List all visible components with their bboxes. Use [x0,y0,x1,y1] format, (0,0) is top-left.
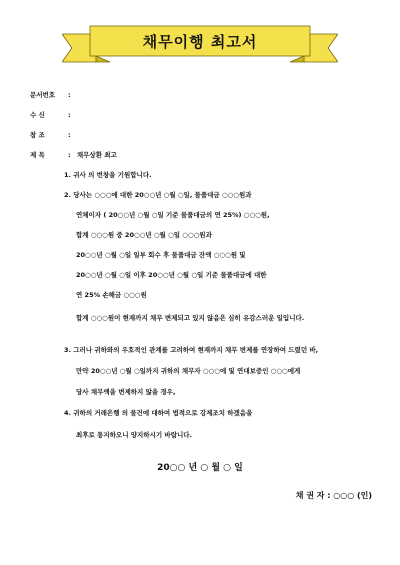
reference-colon: : [68,131,71,139]
item-1: 1. 귀사 의 번창을 기원합니다. [64,171,152,179]
item-3-line-3: 당사 채무액을 변제하지 않을 경우, [76,388,176,396]
recipient-label: 수 신 [30,111,45,119]
document-title: 채무이행 최고서 [142,33,258,51]
title-banner [62,22,338,66]
document-date: 20○○ 년 ○ 월 ○ 일 [157,463,243,473]
recipient-colon: : [68,111,71,119]
creditor-signature-line: 채 권 자 : ○○○ (인) [295,491,372,500]
reference-row [30,130,71,139]
doc-number-colon: : [68,91,71,99]
doc-number-row [30,90,71,99]
subject-colon: : [68,151,71,159]
item-3-line-1: 3. 그러나 귀하와의 우호적인 관계를 고려하여 현재까지 채무 변제를 연장하여 드렸던 바, [64,346,319,354]
item-2-line-5: 20○○년 ○월 ○일 이후 20○○년 ○월 ○일 기준 물품대금에 대한 [76,271,267,279]
item-4-line-1: 4. 귀하의 거래은행 의 물건에 대하여 법적으로 강제조치 하겠음을 [64,409,253,417]
doc-number-label: 문서번호 [30,91,56,99]
subject-row [30,150,117,159]
item-2-line-4: 20○○년 ○월 ○일 일부 회수 후 물품대금 잔액 ○○○원 및 [76,251,246,259]
item-2-line-3: 합계 ○○○원 중 20○○년 ○월 ○일 ○○○원과 [76,231,212,239]
subject-value: 채무상환 최고 [76,151,117,159]
item-2-line-2: 연체이자 ( 20○○년 ○월 ○일 기준 물품대금의 연 25%) ○○○원, [76,211,270,219]
item-2-line-1: 2. 당사는 ○○○에 대한 20○○년 ○월 ○일, 물품대금 ○○○원과 [64,191,252,199]
recipient-row [30,110,71,119]
item-4-line-2: 최후로 통지하오니 양지하시기 바랍니다. [76,431,193,439]
subject-label: 제 목 [30,151,45,159]
item-3-line-2: 만약 20○○년 ○월 ○일까지 귀하의 채무자 ○○○에 및 연대보증인 ○○○에게 [76,367,301,375]
item-2-line-7: 합계 ○○○원이 현재까지 채무 변제되고 있지 않음은 심히 유감스러운 일입니다. [76,314,305,322]
item-2-line-6: 연 25% 손해금 ○○○원 [76,291,147,299]
reference-label: 참 조 [30,131,45,139]
